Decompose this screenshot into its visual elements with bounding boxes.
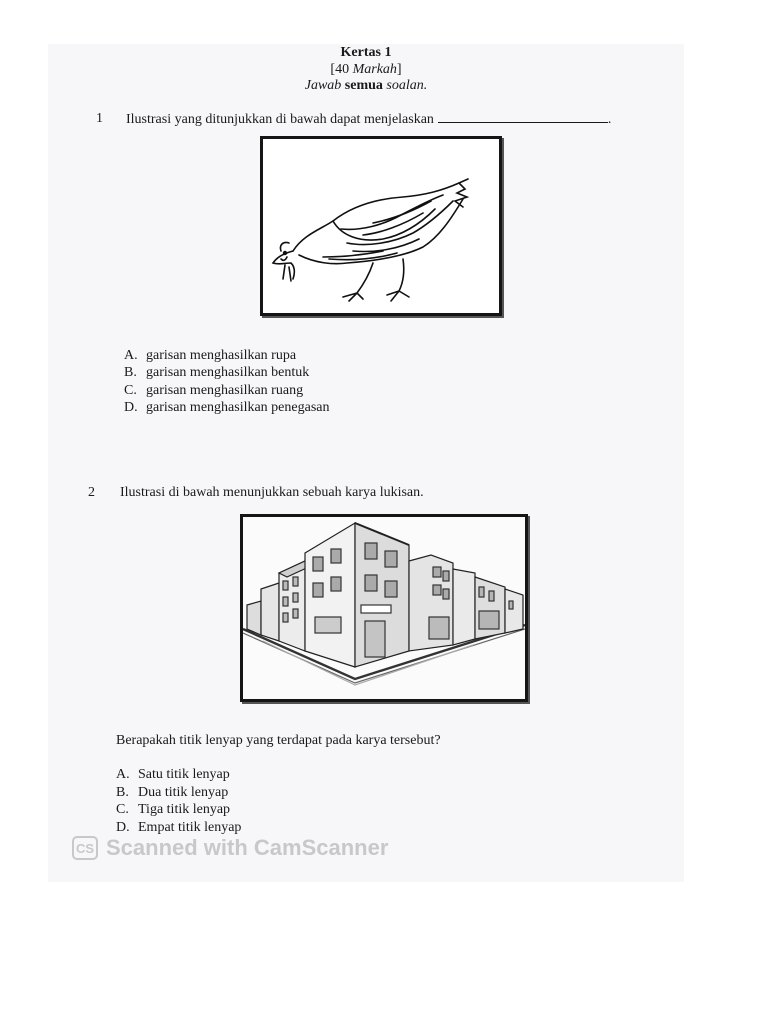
hen-drawing <box>263 139 499 313</box>
option-d[interactable]: D. Empat titik lenyap <box>116 820 242 835</box>
watermark-text: Scanned with CamScanner <box>106 835 389 860</box>
exam-page <box>48 44 684 882</box>
paper-title: Kertas 1 <box>340 45 392 60</box>
question-number: 1 <box>96 111 103 126</box>
option-c[interactable]: C. garisan menghasilkan ruang <box>124 383 304 398</box>
option-c[interactable]: C. Tiga titik lenyap <box>116 802 231 817</box>
answer-blank <box>438 110 608 123</box>
street-drawing <box>243 517 525 699</box>
question-number: 2 <box>88 485 95 500</box>
option-d[interactable]: D. garisan menghasilkan penegasan <box>124 400 330 415</box>
option-b[interactable]: B. Dua titik lenyap <box>116 785 229 800</box>
question-text: Ilustrasi di bawah menunjukkan sebuah karya lukisan. <box>120 485 424 500</box>
total-marks: [40 Markah] <box>330 62 402 77</box>
option-a[interactable]: A. garisan menghasilkan rupa <box>124 348 297 363</box>
option-a[interactable]: A. Satu titik lenyap <box>116 767 230 782</box>
question-text: Ilustrasi yang ditunjukkan di bawah dapat menjelaskan . <box>126 112 612 127</box>
camscanner-watermark <box>72 834 388 862</box>
question-prompt: Berapakah titik lenyap yang terdapat pada karya tersebut? <box>116 733 441 748</box>
option-b[interactable]: B. garisan menghasilkan bentuk <box>124 365 310 380</box>
street-illustration <box>240 514 528 702</box>
camscanner-logo-icon: CS <box>72 836 98 860</box>
hen-illustration <box>260 136 502 316</box>
instruction: Jawab semua soalan. <box>304 78 428 93</box>
